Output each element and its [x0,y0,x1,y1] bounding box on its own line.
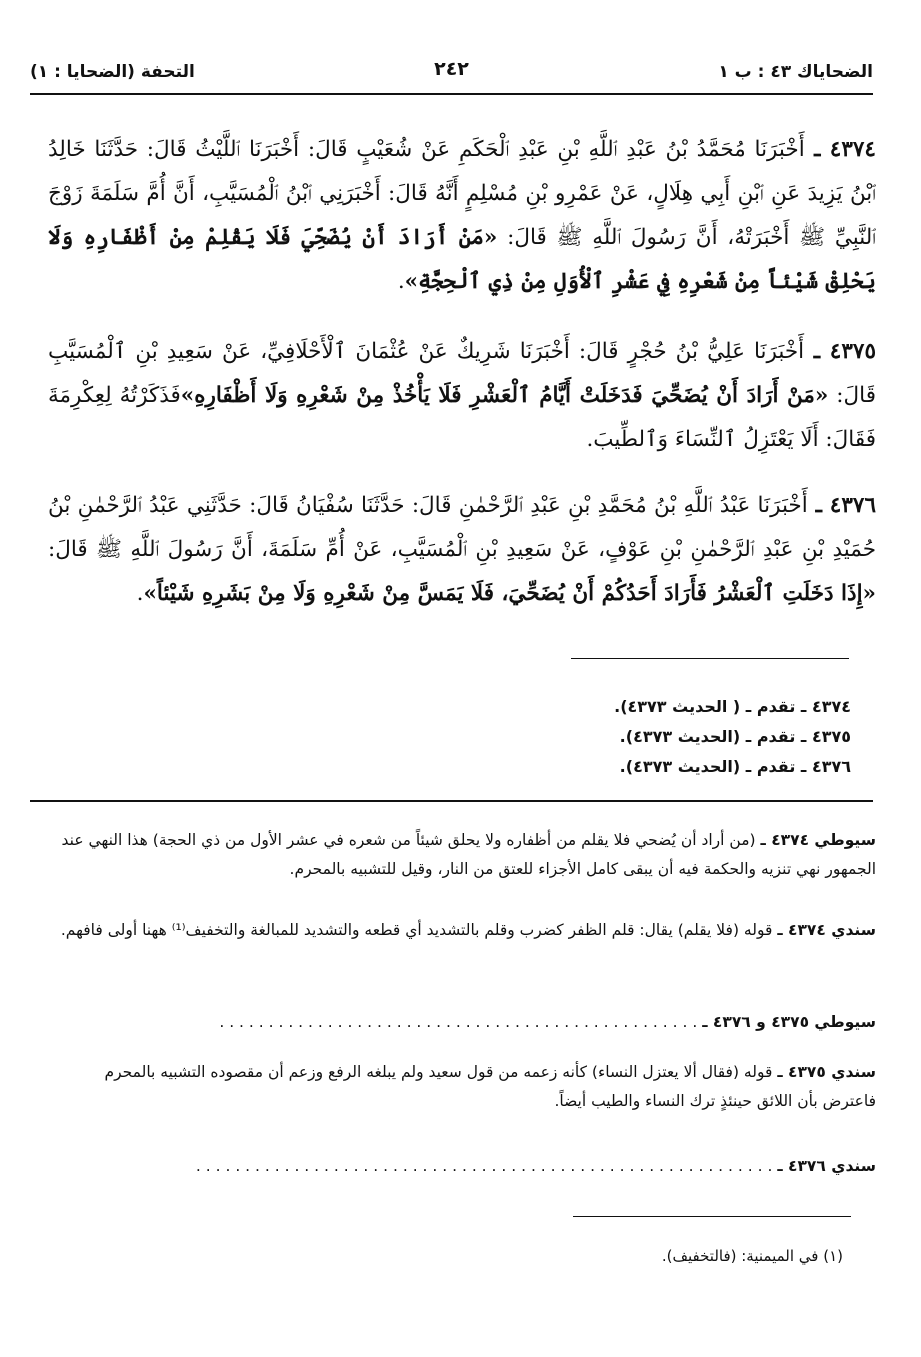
footnote-separator [573,1216,851,1217]
hadith-number: ٤٣٧٤ [829,137,876,162]
hadith-end: فَذَكَرْتُهُ لِعِكْرِمَةَ فَقَالَ: أَلَا يَعْتَزِلُ ٱلنِّسَاءَ وَٱلطِّيبَ. [48,383,876,452]
sharh-label: سندي ٤٣٧٦ ـ [777,1157,876,1175]
sharh-text: قوله (فلا يقلم) يقال: قلم الظفر كضرب وقلم بالتشديد أي قطعه والتشديد للمبالغة والتخفيف⁽¹⁾ ههنا أولى فافهم. [60,921,773,939]
leader-dots: . . . . . . . . . . . . . . . . . . . . . . . . . . . . . . . . . . . . . . . . . . . . . . . . . . . . . . . . . . . [195,1157,773,1175]
hadith-number: ٤٣٧٥ [829,339,876,364]
page-number: ٢٤٢ [434,58,469,80]
sharh-label: سيوطي ٤٣٧٥ و ٤٣٧٦ ـ [702,1013,876,1031]
header-rule [30,93,873,95]
hadith-number: ٤٣٧٦ [829,493,876,518]
taqaddum-item: ٤٣٧٦ ـ تقدم ـ (الحديث ٤٣٧٣). [619,757,851,776]
hadith-4374: ٤٣٧٤ ـ أَخْبَرَنَا مُحَمَّدُ بْنُ عَبْدِ ٱللَّهِ بْنِ عَبْدِ ٱلْحَكَمِ عَنْ شُعَيْبٍ قَالَ: أَخْبَرَنَا ٱللَّيْثُ قَالَ: حَدَّثَنَا خَالِدُ ٱبْنُ يَزِيدَ عَنِ ٱبْنِ أَبِي هِلَالٍ، عَنْ عَمْرِو بْنِ مُسْلِمٍ أَنَّهُ قَالَ: أَخْبَرَنِي ٱبْنُ ٱلْمُسَيَّبِ، أَنَّ أُمَّ سَلَمَةَ زَوْجَ ٱلنَّبِيِّ ﷺ أَخْبَرَتْهُ، أَنَّ رَسُولَ ٱللَّهِ ﷺ قَالَ: «مَنْ أَرَادَ أَنْ يُضَحِّيَ فَلَا يَقْلِمْ مِنْ أَظْفَارِهِ وَلَا يَحْلِقْ شَيْئاً مِنْ شَعْرِهِ فِي عَشْرِ ٱلْأُوَلِ مِنْ ذِي ٱلْحِجَّةِ». [48,137,876,294]
leader-dots: . . . . . . . . . . . . . . . . . . . . . . . . . . . . . . . . . . . . . . . . . . . . . . . . . [219,1013,698,1031]
commentary-rule [30,800,873,802]
page-header [30,58,873,92]
hadith-matn: «مَنْ أَرَادَ أَنْ يُضَحِّيَ فَدَخَلَتْ أَيَّامُ ٱلْعَشْرِ فَلَا يَأْخُذْ مِنْ شَعْرِهِ وَلَا أَظْفَارِهِ» [180,383,829,408]
sharh-sindi-4374 [48,916,876,945]
sharh-text: (من أراد أن يُضحي فلا يقلم من أظفاره ولا يحلق شيئاً من شعره في عشر الأول من ذي الحجة) هذا النهي عند الجمهور نهي تنزيه والحكمة فيه أن يبقى كامل الأجزاء للعتق من النار، وقيل للتشبيه بالمحرم. [61,831,876,878]
hadith-isnad: أَخْبَرَنَا عَبْدُ ٱللَّهِ بْنُ مُحَمَّدِ بْنِ عَبْدِ ٱلرَّحْمٰنِ قَالَ: حَدَّثَنَا سُفْيَانُ قَالَ: حَدَّثَنِي عَبْدُ ٱلرَّحْمٰنِ بْنُ حُمَيْدِ بْنِ عَبْدِ ٱلرَّحْمٰنِ بْنِ عَوْفٍ، عَنْ سَعِيدِ بْنِ ٱلْمُسَيَّبِ، عَنْ أُمِّ سَلَمَةَ، أَنَّ رَسُولَ ٱللَّهِ ﷺ قَالَ: [48,493,876,562]
hadith-4375: ٤٣٧٥ ـ أَخْبَرَنَا عَلِيُّ بْنُ حُجْرٍ قَالَ: أَخْبَرَنَا شَرِيكٌ عَنْ عُثْمَانَ ٱلْأَحْلَافِيِّ، عَنْ سَعِيدِ بْنِ ٱلْمُسَيَّبِ قَالَ: «مَنْ أَرَادَ أَنْ يُضَحِّيَ فَدَخَلَتْ أَيَّامُ ٱلْعَشْرِ فَلَا يَأْخُذْ مِنْ شَعْرِهِ وَلَا أَظْفَارِهِ»فَذَكَرْتُهُ لِعِكْرِمَةَ فَقَالَ: أَلَا يَعْتَزِلُ ٱلنِّسَاءَ وَٱلطِّيبَ. [48,339,876,452]
sharh-label: سيوطي ٤٣٧٤ ـ [760,831,876,849]
sharh-label: سندي ٤٣٧٤ ـ [777,921,876,939]
taqaddum-item: ٤٣٧٥ ـ تقدم ـ (الحديث ٤٣٧٣). [619,727,851,746]
footnote: (١) في الميمنية: (فالتخفيف). [661,1247,843,1265]
notes-separator [571,658,849,659]
taqaddum-item: ٤٣٧٤ ـ تقدم ـ ( الحديث ٤٣٧٣). [614,697,851,716]
hadith-4376: ٤٣٧٦ ـ أَخْبَرَنَا عَبْدُ ٱللَّهِ بْنُ مُحَمَّدِ بْنِ عَبْدِ ٱلرَّحْمٰنِ قَالَ: حَدَّثَنَا سُفْيَانُ قَالَ: حَدَّثَنِي عَبْدُ ٱلرَّحْمٰنِ بْنُ حُمَيْدِ بْنِ عَبْدِ ٱلرَّحْمٰنِ بْنِ عَوْفٍ، عَنْ سَعِيدِ بْنِ ٱلْمُسَيَّبِ، عَنْ أُمِّ سَلَمَةَ، أَنَّ رَسُولَ ٱللَّهِ ﷺ قَالَ: «إِذَا دَخَلَتِ ٱلْعَشْرُ فَأَرَادَ أَحَدُكُمْ أَنْ يُضَحِّيَ، فَلَا يَمَسَّ مِنْ شَعْرِهِ وَلَا مِنْ بَشَرِهِ شَيْئاً». [48,493,876,606]
hadith-matn: «مَنْ أَرَادَ أَنْ يُضَحِّيَ فَلَا يَقْلِمْ مِنْ أَظْفَارِهِ وَلَا يَحْلِقْ شَيْئاً مِنْ شَعْرِهِ فِي عَشْرِ ٱلْأُوَلِ مِنْ ذِي ٱلْحِجَّةِ» [48,225,876,294]
sharh-suyuti-4374 [48,826,876,884]
hadith-matn: «إِذَا دَخَلَتِ ٱلْعَشْرُ فَأَرَادَ أَحَدُكُمْ أَنْ يُضَحِّيَ، فَلَا يَمَسَّ مِنْ شَعْرِهِ وَلَا مِنْ بَشَرِهِ شَيْئاً» [143,581,876,606]
sharh-suyuti-4375-4376 [48,1008,876,1037]
header-right: الضحاياك ٤٣ : ب ١ [718,62,873,82]
sharh-sindi-4375 [48,1058,876,1116]
sharh-label: سندي ٤٣٧٥ ـ [777,1063,876,1081]
hadith-isnad: أَخْبَرَنَا مُحَمَّدُ بْنُ عَبْدِ ٱللَّهِ بْنِ عَبْدِ ٱلْحَكَمِ عَنْ شُعَيْبٍ قَالَ: أَخْبَرَنَا ٱللَّيْثُ قَالَ: حَدَّثَنَا خَالِدُ ٱبْنُ يَزِيدَ عَنِ ٱبْنِ أَبِي هِلَالٍ، عَنْ عَمْرِو بْنِ مُسْلِمٍ أَنَّهُ قَالَ: أَخْبَرَنِي ٱبْنُ ٱلْمُسَيَّبِ، أَنَّ أُمَّ سَلَمَةَ زَوْجَ ٱلنَّبِيِّ ﷺ أَخْبَرَتْهُ، أَنَّ رَسُولَ ٱللَّهِ ﷺ قَالَ: [48,137,876,250]
hadith-end: . [397,269,405,294]
header-left: التحفة (الضحايا : ١) [30,62,195,82]
hadith-isnad: أَخْبَرَنَا عَلِيُّ بْنُ حُجْرٍ قَالَ: أَخْبَرَنَا شَرِيكٌ عَنْ عُثْمَانَ ٱلْأَحْلَافِيِّ، عَنْ سَعِيدِ بْنِ ٱلْمُسَيَّبِ قَالَ: [48,339,876,408]
sharh-text: قوله (فقال ألا يعتزل النساء) كأنه زعمه من قول سعيد ولم يبلغه الرفع وزعم أن مقصوده التشبيه بالمحرم فاعترض بأن اللائق حينئذٍ ترك النساء والطيب أيضاً. [104,1063,876,1110]
hadith-end: . [136,581,144,606]
sharh-sindi-4376 [48,1152,876,1181]
taqaddum-notes [451,692,851,782]
